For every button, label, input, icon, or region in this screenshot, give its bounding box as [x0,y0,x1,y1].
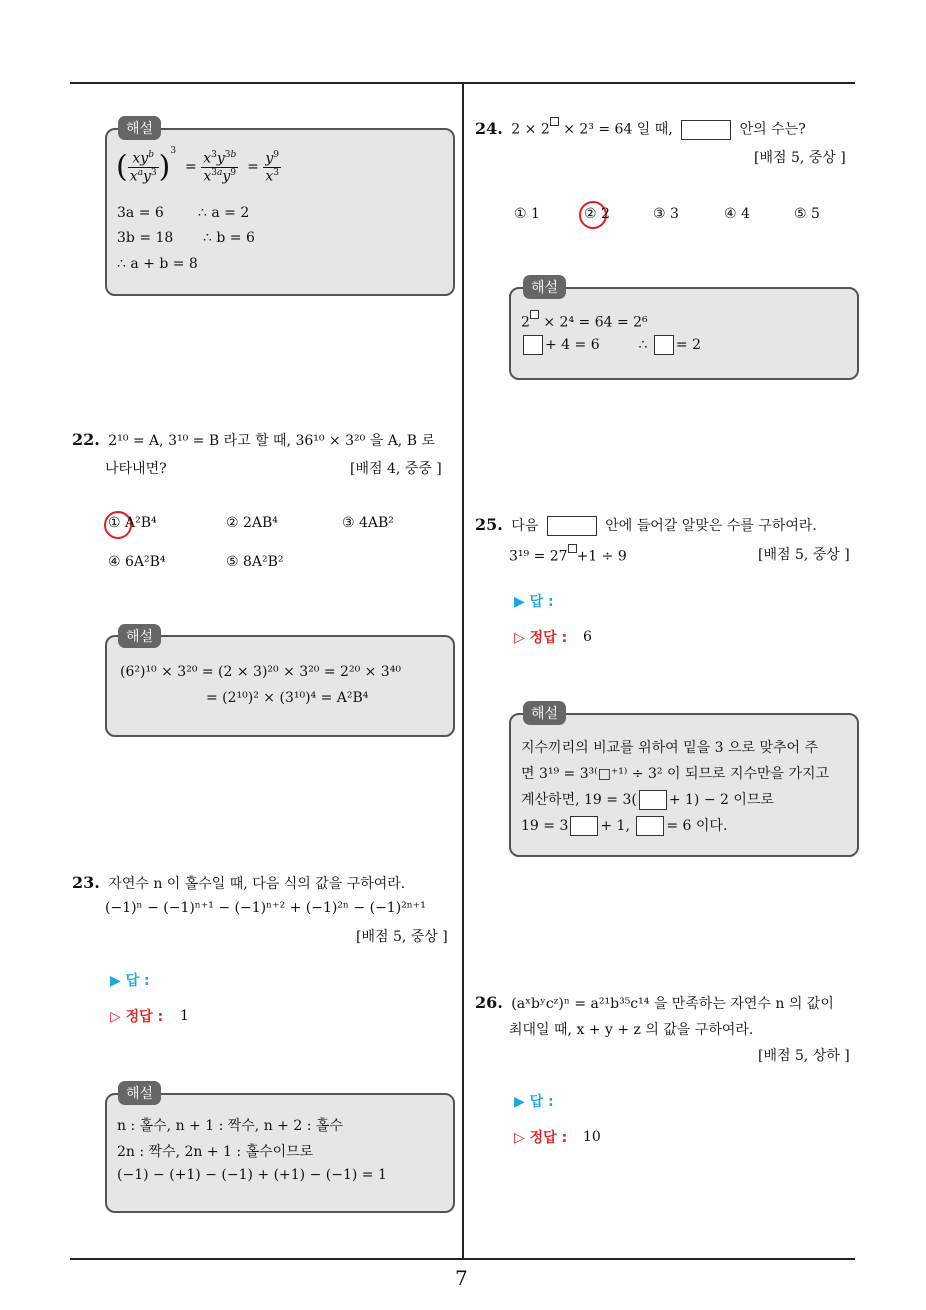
q25-solution-tag: 해설 [523,701,566,725]
q25-score: [배점 5, 중상 ] [758,547,850,563]
q21-solution-line3: 3b = 18 [117,230,174,246]
q21-solution-formula: ( $\frac{xy^b}{x^ay^3}$ )$^3$ = $\frac{x^3y^{3b}}{x^{3a}y^9}$ = $\frac{y^9}{x^3}$ [116,146,280,185]
q24-solution-box [509,287,859,380]
q24-sol2-b: ∴ [638,337,648,353]
q26-text2: 최대일 때, x + y + z 의 값을 구하여라. [509,1022,754,1038]
q25-sol4-b: + 1, [600,818,630,834]
q21-solution-line4: ∴ a + b = 8 [117,256,198,272]
q24-solution-tag: 해설 [523,275,566,299]
q22-choice-5[interactable]: ⑤ 8A²B² [226,554,284,570]
q24-choice-3[interactable]: ③ 3 [653,206,679,222]
q25-sol3-b: + 1) − 2 이므로 [668,792,774,808]
q22-score: [배점 4, 중중 ] [350,461,442,477]
q25-expr-a: 3¹⁹ = 27 [509,548,568,565]
q22-number: 22. [72,430,100,449]
q24-sol1-a: 2 [521,314,530,331]
q26-score: [배점 5, 상하 ] [758,1048,850,1064]
q24-sol2-a: + 4 = 6 [545,337,600,353]
q24-choice-5[interactable]: ⑤ 5 [794,206,820,222]
q24-blank [681,120,731,140]
q25-expression [509,544,627,565]
q25-text-a: 다음 [511,518,539,534]
q25-sol4-a: 19 = 3 [521,818,569,834]
q25-solution-line3 [521,789,774,810]
q24-choice-1[interactable]: ① 1 [514,206,540,222]
q21-solution-tag: 해설 [118,116,161,140]
q23-number: 23. [72,873,100,892]
q22-solution-line2: = (2¹⁰)² × (3¹⁰)⁴ = A²B⁴ [206,690,369,706]
q24-score: [배점 5, 중상 ] [754,150,846,166]
q23-solution-line2: 2n : 짝수, 2n + 1 : 홀수이므로 [117,1144,314,1160]
q26-correct-value: 10 [583,1129,601,1145]
q26-number: 26. [475,993,503,1012]
q26-text1: (aˣbʸcᶻ)ⁿ = a²¹b³⁵c¹⁴ 을 만족하는 자연수 n 의 값이 [511,996,834,1012]
q22-choice-2[interactable]: ② 2AB⁴ [226,515,278,531]
q23-question [72,873,405,893]
q23-solution-tag: 해설 [118,1081,161,1105]
q22-solution-box [105,635,455,737]
q23-answer-label: ▶ 답 : [110,973,150,989]
q24-question [475,117,806,140]
q24-sol-blank-2 [654,335,674,355]
q22-choice-1[interactable]: ① A²B⁴ [108,515,157,531]
center-divider [462,84,464,1259]
q24-sol2-c: = 2 [675,337,702,353]
q25-blank [547,516,597,536]
q25-sol-blank-3 [636,816,664,836]
q22-solution-tag: 해설 [118,624,161,648]
q25-question [475,515,817,536]
q25-solution-line1: 지수끼리의 비교를 위하여 밑을 3 으로 맞추어 주 [521,740,819,756]
q22-solution-line1: (6²)¹⁰ × 3²⁰ = (2 × 3)²⁰ × 3²⁰ = 2²⁰ × 3⁴⁰ [120,664,401,680]
q26-question [475,993,834,1013]
q22-text1: 2¹⁰ = A, 3¹⁰ = B 라고 할 때, 36¹⁰ × 3²⁰ 을 A, B 로 [108,433,435,449]
q21-solution-line2: 3a = 6 [117,205,164,221]
q26-answer-label: ▶ 답 : [514,1094,554,1110]
q25-solution-line4 [521,815,727,836]
q25-answer-label: ▶ 답 : [514,594,554,610]
q25-blank-sup [568,544,577,553]
q23-expression: (−1)ⁿ − (−1)ⁿ⁺¹ − (−1)ⁿ⁺² + (−1)²ⁿ − (−1)²ⁿ⁺¹ [105,900,426,916]
q25-sol4-c: = 6 이다. [666,818,728,834]
q24-sol-blank-sup [530,310,539,319]
q23-text1: 자연수 n 이 홀수일 때, 다음 식의 값을 구하여라. [108,876,406,892]
q23-score: [배점 5, 중상 ] [356,929,448,945]
q26-correct-label: ▷ 정답 : [514,1130,568,1146]
q24-number: 24. [475,118,503,138]
q25-correct-value: 6 [583,629,592,645]
q23-solution-line1: n : 홀수, n + 1 : 짝수, n + 2 : 홀수 [117,1118,343,1134]
q24-choice-2[interactable]: ② 2 [584,206,610,222]
q25-solution-line2: 면 3¹⁹ = 3³⁽□⁺¹⁾ ÷ 3² 이 되므로 지수만을 가지고 [521,766,830,782]
q24-sol1-b: × 2⁴ = 64 = 2⁶ [538,314,648,331]
q22-choice-3[interactable]: ③ 4AB² [342,515,394,531]
q24-text-b: × 2³ = 64 일 때, [558,121,673,138]
q25-sol-blank-2 [570,816,598,836]
q23-correct-label: ▷ 정답 : [110,1009,164,1025]
q21-solution-line3b: ∴ b = 6 [203,230,255,246]
q25-text-b: 안에 들어갈 알맞은 수를 구하여라. [605,518,817,534]
q23-correct-value: 1 [180,1008,189,1024]
q25-correct-label: ▷ 정답 : [514,630,568,646]
q24-text-a: 2 × 2 [511,121,550,138]
q25-number: 25. [475,515,503,534]
q24-blank-sup [550,117,559,126]
q22-choice-4[interactable]: ④ 6A²B⁴ [108,554,166,570]
q24-sol-blank-1 [523,335,543,355]
q22-question [72,430,435,450]
q25-sol-blank-1 [639,790,667,810]
q25-sol3-a: 계산하면, 19 = 3( [521,792,637,808]
q22-text2: 나타내면? [105,461,167,477]
q24-solution-line1 [521,310,648,331]
q25-expr-b: +1 ÷ 9 [576,548,627,565]
q24-text-c: 안의 수는? [739,121,806,138]
page-number: 7 [455,1266,468,1290]
q21-solution-line2b: ∴ a = 2 [198,205,250,221]
bottom-rule [70,1258,855,1260]
q24-choice-4[interactable]: ④ 4 [724,206,750,222]
q24-solution-line2 [521,335,701,355]
q23-solution-line3: (−1) − (+1) − (−1) + (+1) − (−1) = 1 [117,1167,387,1183]
